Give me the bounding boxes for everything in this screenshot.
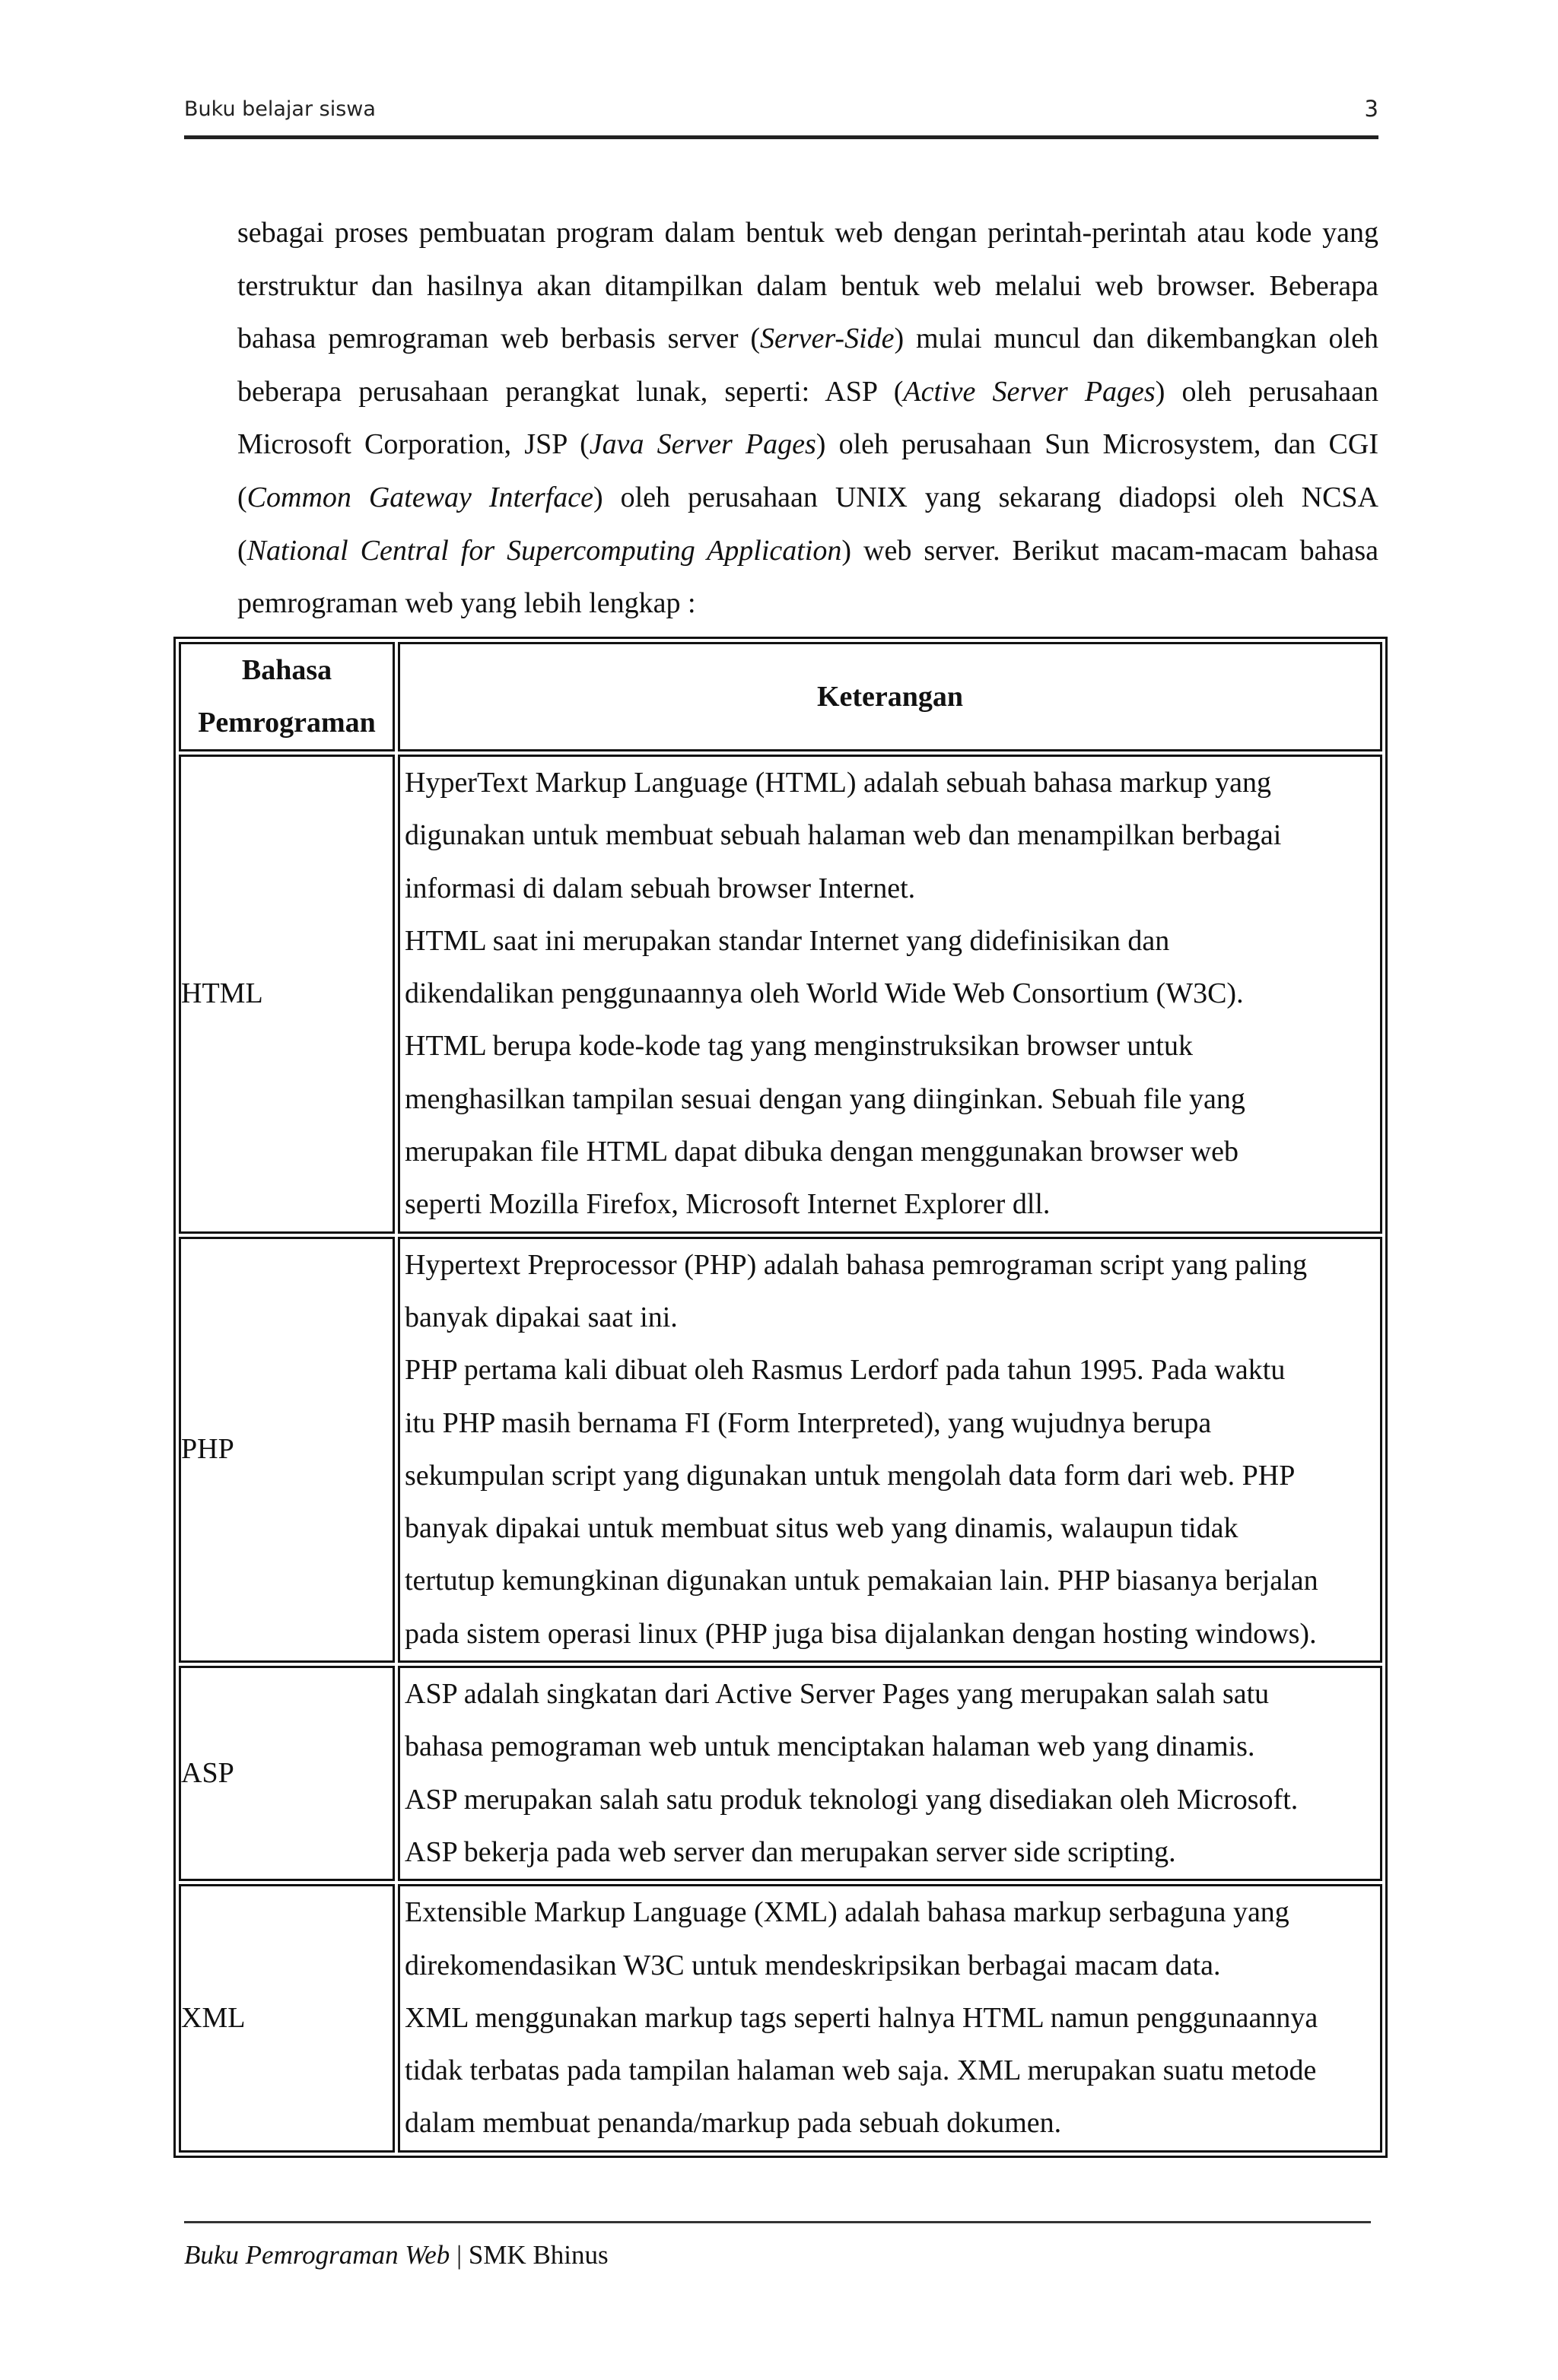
page-number: 3 [1364,96,1378,122]
table-header-row [179,642,1382,751]
description-line: ASP merupakan salah satu produk teknologi yang disediakan oleh Microsoft. [405,1783,1299,1816]
intro-paragraph [237,207,1378,631]
description-cell [398,1666,1382,1881]
italic-term: Java Server Pages [589,428,816,461]
text-run: ) mulai muncul dan dikembangkan oleh beberapa perusahaan perangkat lunak, seperti: ASP ( [237,323,1378,408]
page-footer [184,2221,1371,2270]
italic-term: National Central for Supercomputing Application [246,534,842,567]
description-line: HyperText Markup Language (HTML) adalah sebuah bahasa markup yang [405,767,1272,799]
header-language [179,642,395,751]
description-cell [398,755,1382,1234]
header-description: Keterangan [398,642,1382,751]
description-line: dikendalikan penggunaannya oleh World Wide Web Consortium (W3C). [405,977,1244,1010]
footer-book-title: Buku Pemrograman Web [184,2240,450,2270]
header-title: Buku belajar siswa [184,97,376,121]
description-line: HTML berupa kode-kode tag yang menginstruksikan browser untuk [405,1030,1193,1063]
description-line: merupakan file HTML dapat dibuka dengan menggunakan browser web [405,1136,1239,1168]
description-line: menghasilkan tampilan sesuai dengan yang diinginkan. Sebuah file yang [405,1082,1245,1115]
description-line: dalam membuat penanda/markup pada sebuah dokumen. [405,2107,1062,2140]
footer-separator: | [450,2240,469,2270]
italic-term: Common Gateway Interface [246,481,594,513]
description-cell [398,1237,1382,1663]
languages-table [173,637,1388,2158]
description-line: Extensible Markup Language (XML) adalah bahasa markup serbaguna yang [405,1896,1289,1929]
description-line: itu PHP masih bernama FI (Form Interpreted), yang wujudnya berupa [405,1406,1212,1439]
description-line: Hypertext Preprocessor (PHP) adalah bahasa pemrograman script yang paling [405,1248,1308,1281]
header-language-line1: Bahasa [241,654,332,686]
description-line: tidak terbatas pada tampilan halaman web saja. XML merupakan suatu metode [405,2054,1317,2087]
description-line: tertutup kemungkinan digunakan untuk pemakaian lain. PHP biasanya berjalan [405,1565,1318,1597]
description-line: ASP adalah singkatan dari Active Server Pages yang merupakan salah satu [405,1678,1270,1711]
text-run: ) oleh perusahaan Microsoft Corporation, JSP ( [237,375,1378,461]
description-line: pada sistem operasi linux (PHP juga bisa dijalankan dengan hosting windows). [405,1617,1317,1650]
footer-text [184,2240,609,2270]
text-run: ) oleh perusahaan Sun Microsystem, dan CGI ( [237,428,1378,513]
language-cell: XML [179,1884,395,2152]
language-cell: PHP [179,1237,395,1663]
italic-term: Server-Side [760,323,895,355]
description-line: direkomendasikan W3C untuk mendeskripsikan berbagai macam data. [405,1949,1221,1981]
description-line: informasi di dalam sebuah browser Internet. [405,872,916,904]
description-line: seperti Mozilla Firefox, Microsoft Internet Explorer dll. [405,1188,1051,1221]
italic-term: Active Server Pages [903,375,1156,408]
table-row [179,755,1382,1234]
page-header [184,91,1378,139]
description-line: banyak dipakai saat ini. [405,1301,678,1333]
text-run: sebagai proses pembuatan program dalam bentuk web dengan perintah-perintah atau kode yang terstruktur dan hasilnya akan ditampilkan dalam bentuk web melalui web browser. Beberapa bahasa pemrograman web berbasis server ( [237,217,1378,355]
table-row [179,1237,1382,1663]
description-cell [398,1884,1382,2152]
text-run: ) web server. Berikut macam-macam bahasa pemrograman web yang lebih lengkap : [237,534,1378,620]
footer-school: SMK Bhinus [468,2240,609,2270]
description-line: PHP pertama kali dibuat oleh Rasmus Lerdorf pada tahun 1995. Pada waktu [405,1354,1286,1387]
table-row [179,1884,1382,2152]
description-line: banyak dipakai untuk membuat situs web yang dinamis, walaupun tidak [405,1512,1238,1545]
description-line: XML menggunakan markup tags seperti halnya HTML namun penggunaannya [405,2001,1318,2034]
header-language-line2: Pemrograman [198,707,376,739]
description-line: HTML saat ini merupakan standar Internet yang didefinisikan dan [405,924,1170,957]
description-line: sekumpulan script yang digunakan untuk mengolah data form dari web. PHP [405,1459,1296,1492]
table-row [179,1666,1382,1881]
language-cell: HTML [179,755,395,1234]
description-line: digunakan untuk membuat sebuah halaman web dan menampilkan berbagai [405,819,1282,852]
description-line: bahasa pemograman web untuk menciptakan halaman web yang dinamis. [405,1730,1255,1763]
description-line: ASP bekerja pada web server dan merupakan server side scripting. [405,1835,1176,1868]
language-cell: ASP [179,1666,395,1881]
text-run: ) oleh perusahaan UNIX yang sekarang diadopsi oleh NCSA ( [237,481,1378,567]
